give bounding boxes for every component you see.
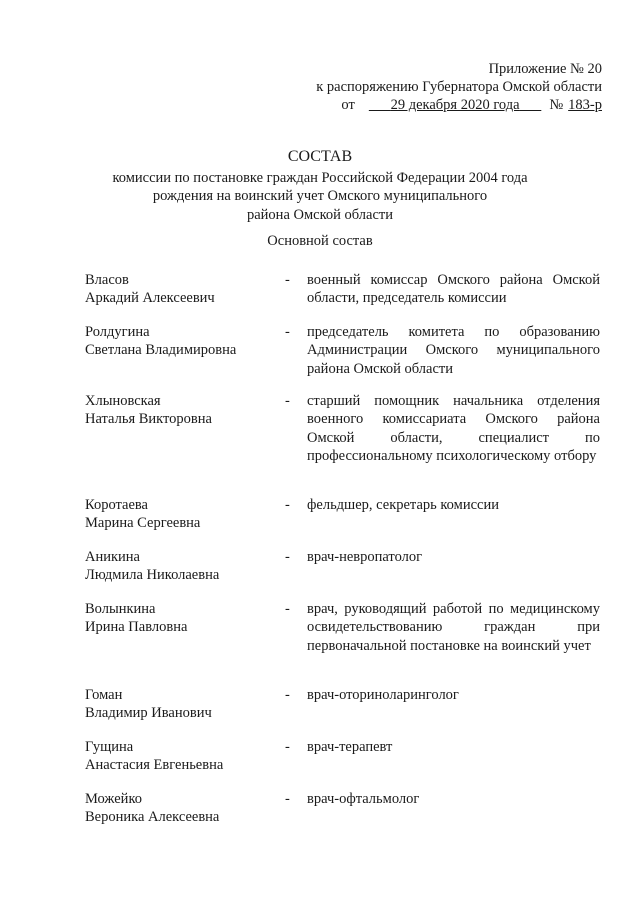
member-surname: Коротаева — [85, 497, 148, 513]
member-given-names: Ирина Павловна — [85, 619, 188, 636]
member-surname: Власов — [85, 272, 129, 288]
appendix-header — [316, 60, 602, 114]
appendix-number: Приложение № 20 — [488, 61, 602, 77]
member-surname: Хлыновская — [85, 393, 161, 409]
number-prefix: № — [549, 97, 564, 113]
date-prefix: от — [341, 97, 355, 113]
order-number: 183-р — [568, 97, 602, 113]
member-dash: - — [285, 324, 290, 340]
member-role: врач-терапевт — [307, 739, 393, 755]
member-given-names: Аркадий Алексеевич — [85, 290, 215, 307]
member-role: врач, руководящий работой по медицинскому освидетельствованию граждан при первоначальной постановке на воинский учет — [307, 601, 600, 654]
order-date — [369, 97, 541, 113]
member-role: врач-оториноларинголог — [307, 687, 459, 703]
appendix-reference: к распоряжению Губернатора Омской области — [316, 79, 602, 95]
title-line-1: комиссии по постановке граждан Российской Федерации 2004 года — [112, 169, 528, 186]
order-date-text: 29 декабря 2020 года — [390, 97, 520, 113]
member-dash: - — [285, 497, 290, 513]
member-name — [85, 323, 285, 360]
member-dash: - — [285, 739, 290, 755]
member-given-names: Наталья Викторовна — [85, 411, 212, 428]
title-line-2: рождения на воинский учет Омского муниципального — [152, 188, 488, 204]
member-dash: - — [285, 549, 290, 565]
member-dash: - — [285, 601, 290, 617]
title-heading: СОСТАВ — [287, 148, 353, 165]
member-role: врач-невропатолог — [307, 549, 423, 565]
appendix-date-line — [316, 96, 602, 114]
member-given-names: Владимир Иванович — [85, 705, 212, 722]
member-given-names: Марина Сергеевна — [85, 515, 201, 532]
document-title — [0, 148, 640, 224]
member-name — [85, 600, 285, 637]
member-dash: - — [285, 791, 290, 807]
member-name — [85, 392, 285, 429]
member-surname: Ролдугина — [85, 324, 150, 340]
member-surname: Волынкина — [85, 601, 156, 617]
member-name — [85, 790, 285, 827]
member-given-names: Светлана Владимировна — [85, 342, 237, 359]
member-given-names: Людмила Николаевна — [85, 567, 220, 584]
member-name — [85, 686, 285, 723]
member-role: председатель комитета по образованию Администрации Омского муниципального района Омской области — [307, 324, 600, 377]
member-name — [85, 548, 285, 585]
member-given-names: Анастасия Евгеньевна — [85, 757, 224, 774]
member-name — [85, 738, 285, 775]
member-name — [85, 271, 285, 308]
member-role: врач-офтальмолог — [307, 791, 420, 807]
member-role: фельдшер, секретарь комиссии — [307, 497, 499, 513]
member-given-names: Вероника Алексеевна — [85, 809, 220, 826]
member-surname: Аникина — [85, 549, 140, 565]
member-name — [85, 496, 285, 533]
member-dash: - — [285, 687, 290, 703]
member-surname: Можейко — [85, 791, 143, 807]
member-role: старший помощник начальника отделения военного комиссариата Омского района Омской области, специалист по профессиональному психологическому отбору — [307, 393, 600, 464]
member-role: военный комиссар Омского района Омской области, председатель комиссии — [307, 272, 600, 307]
section-heading: Основной состав — [267, 233, 373, 249]
title-line-3: района Омской области — [246, 206, 393, 223]
member-dash: - — [285, 272, 290, 288]
member-dash: - — [285, 393, 290, 409]
member-surname: Гущина — [85, 739, 134, 755]
member-surname: Гоман — [85, 687, 123, 703]
